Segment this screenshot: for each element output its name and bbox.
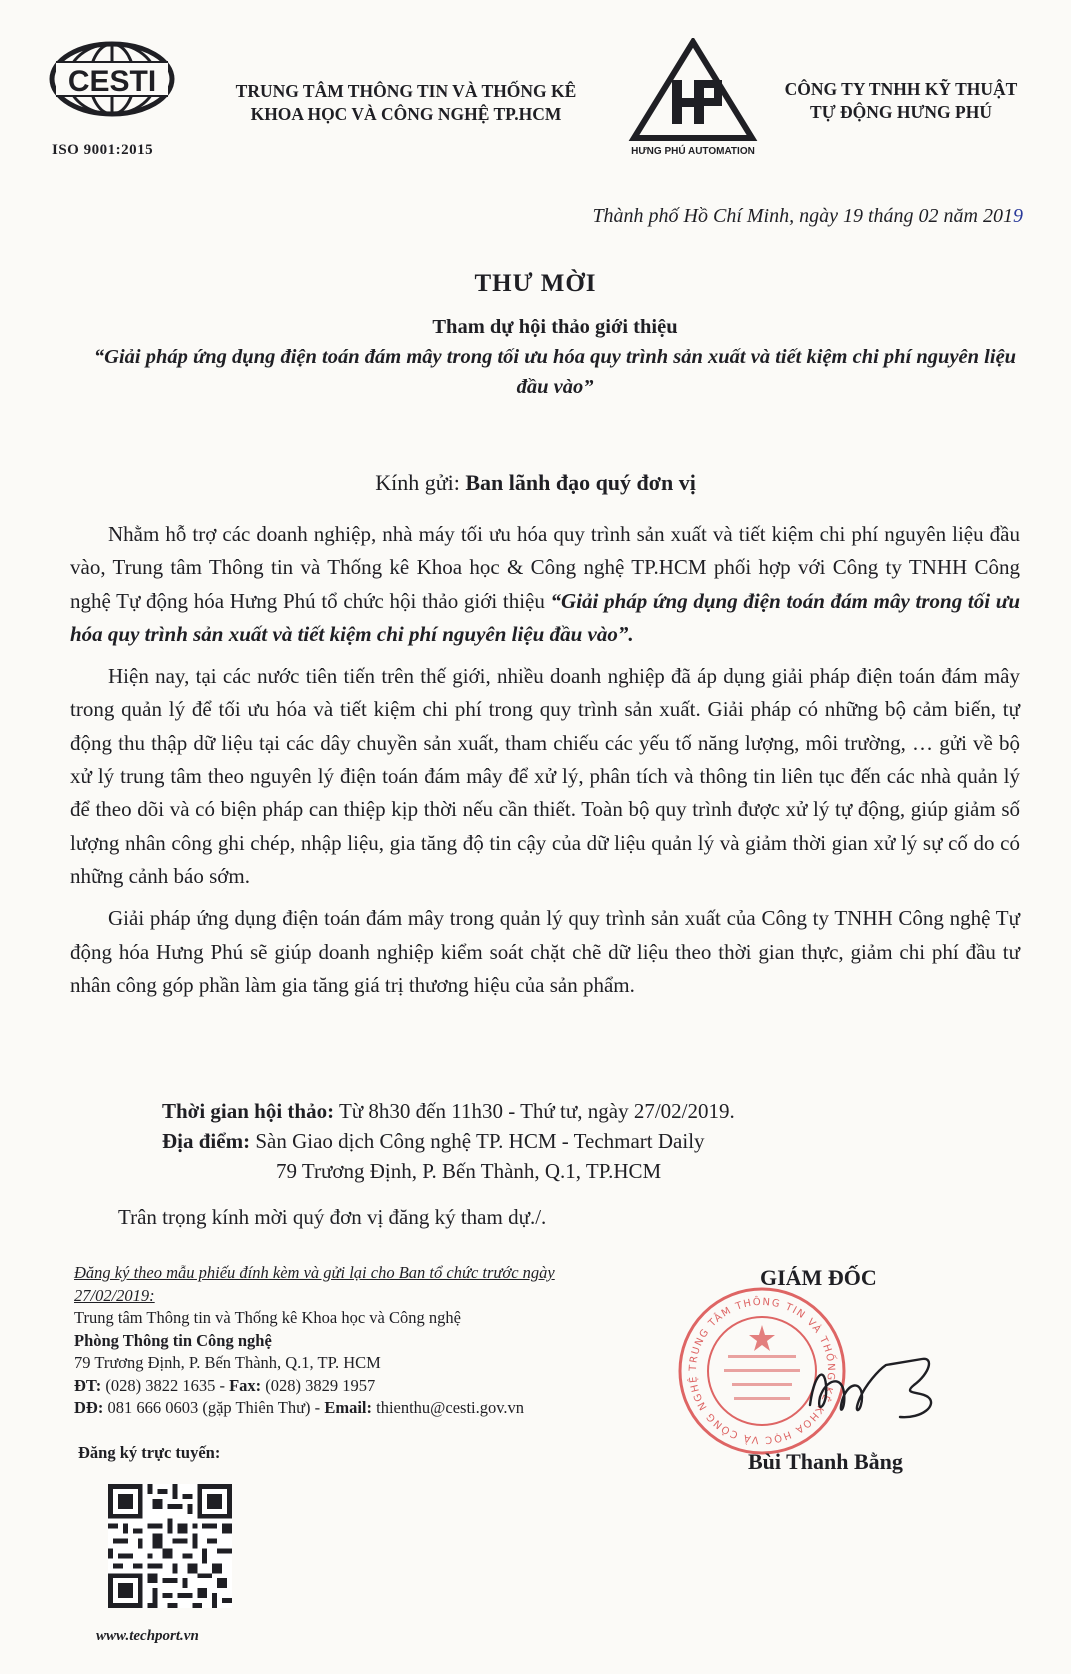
org-right-line1: CÔNG TY TNHH KỸ THUẬT (784, 79, 1018, 99)
paragraph-1-text: Nhằm hỗ trợ các doanh nghiệp, nhà máy tối ưu hóa quy trình sản xuất và tiết kiệm chi phí nguyên liệu đầu vào, Trung tâm Thông tin và Thống kê Khoa học & Công nghệ TP.HCM phối hợp với Công ty TNHH Công nghệ Tự động hóa Hưng Phú tổ chức hội thảo giới thiệu (70, 522, 1020, 613)
svg-text:TRUNG TÂM THÔNG TIN VÀ THỐNG K: TRUNG TÂM THÔNG TIN VÀ THỐNG KÊ KHOA HỌC VÀ CÔNG NGHỆ (687, 1296, 837, 1446)
salutation (0, 470, 1071, 496)
email-value[interactable]: thienthu@cesti.gov.vn (371, 1398, 525, 1417)
event-place (162, 1126, 735, 1156)
org-left-line2: KHOA HỌC VÀ CÔNG NGHỆ TP.HCM (250, 104, 562, 124)
iso-certification: ISO 9001:2015 (52, 142, 154, 158)
date-line (0, 205, 1023, 228)
fax-value: (028) 3829 1957 (261, 1375, 376, 1395)
registration-dept: Phòng Thông tin Công nghệ (74, 1330, 272, 1350)
registration-phone (74, 1375, 634, 1398)
handwritten-signature (802, 1345, 952, 1435)
paragraph-2: Hiện nay, tại các nước tiên tiến trên thế giới, nhiều doanh nghiệp đã áp dụng giải pháp điện toán đám mây trong quản lý để tối ưu hóa và tiết kiệm chi phí trong quy trình sản xuất. Giải pháp có những bộ cảm biến, tự động thu thập dữ liệu tại các dây chuyền sản xuất, tham chiếu các yếu tố năng lượng, môi trường, … gửi về bộ xử lý trung tâm theo nguyên lý điện toán đám mây để xử lý, phân tích và thông tin liên tục đến các nhà quản lý để theo dõi và có biện pháp can thiệp kịp thời nếu cần thiết. Toàn bộ quy trình được xử lý tự động, giúp giảm số lượng nhân công ghi chép, nhập liệu, gia tăng độ tin cậy của dữ liệu quản lý và giảm thời gian xử lý sự cố do có những cảnh báo sớm. (70, 664, 1020, 888)
event-address: 79 Trương Định, P. Bến Thành, Q.1, TP.HCM (276, 1159, 662, 1183)
org-right-line2: TỰ ĐỘNG HƯNG PHÚ (810, 102, 992, 122)
paragraph-1 (70, 518, 1020, 651)
salutation-recipient: Ban lãnh đạo quý đơn vị (465, 470, 696, 495)
registration-mobile (74, 1397, 634, 1420)
cesti-logo (48, 40, 176, 118)
svg-text:CESTI: CESTI (67, 65, 157, 98)
svg-text:HƯNG PHÚ AUTOMATION: HƯNG PHÚ AUTOMATION (631, 146, 755, 157)
mobile-value: 081 666 0603 (gặp Thiên Thư) - (103, 1398, 325, 1417)
fax-label: Fax: (229, 1375, 262, 1395)
paragraph-1-emphasis: “Giải pháp ứng dụng điện toán đám mây trong tối ưu hóa quy trình sản xuất và tiết kiệm chi phí nguyên liệu đầu vào”. (70, 588, 1020, 646)
mobile-label: DĐ: (74, 1398, 104, 1417)
email-label: Email: (324, 1398, 372, 1417)
registration-note: Đăng ký theo mẫu phiếu đính kèm và gửi lại cho Ban tổ chức trước ngày 27/02/2019: (74, 1263, 555, 1305)
event-place-label: Địa điểm: (162, 1129, 251, 1153)
document-title: THƯ MỜI (474, 270, 597, 297)
org-left-line1: TRUNG TÂM THÔNG TIN VÀ THỐNG KÊ (235, 81, 577, 101)
registration-address: 79 Trương Định, P. Bến Thành, Q.1, TP. HCM (74, 1353, 381, 1372)
online-registration-label: Đăng ký trực tuyến: (78, 1443, 221, 1462)
partner-organization (758, 78, 1044, 124)
event-time-value: Từ 8h30 đến 11h30 - Thứ tư, ngày 27/02/2019. (334, 1099, 735, 1123)
closing-line: Trân trọng kính mời quý đơn vị đăng ký tham dự./. (118, 1205, 547, 1229)
hung-phu-logo (628, 38, 758, 158)
letter-body (70, 518, 1020, 1011)
salutation-prefix: Kính gửi: (375, 470, 466, 495)
signatory-title: GIÁM ĐỐC (760, 1265, 877, 1290)
phone-label: ĐT: (74, 1375, 102, 1395)
paragraph-3: Giải pháp ứng dụng điện toán đám mây trong quản lý quy trình sản xuất của Công ty TNHH Công nghệ Tự động hóa Hưng Phú sẽ giúp doanh nghiệp kiểm soát chặt chẽ dữ liệu theo thời gian thực, giảm chi phí đầu tư nhân công góp phần làm gia tăng giá trị thương hiệu của sản phẩm. (70, 906, 1020, 997)
signatory-name: Bùi Thanh Bằng (748, 1449, 903, 1474)
event-details (162, 1096, 735, 1186)
registration-org: Trung tâm Thông tin và Thống kê Khoa học và Công nghệ (74, 1308, 461, 1327)
subtitle-topic: “Giải pháp ứng dụng điện toán đám mây trong tối ưu hóa quy trình sản xuất và tiết kiệm chi phí nguyên liệu đầu vào” (93, 346, 1017, 398)
event-subtitle (80, 312, 1030, 402)
website-link[interactable]: www.techport.vn (96, 1628, 199, 1644)
event-time-label: Thời gian hội thảo: (162, 1099, 335, 1123)
phone-value: (028) 3822 1635 - (101, 1375, 230, 1395)
registration-info (74, 1262, 634, 1420)
date-year-handwritten: 9 (1013, 205, 1023, 227)
date-text: Thành phố Hồ Chí Minh, ngày 19 tháng 02 năm 201 (592, 205, 1013, 227)
subtitle-line1: Tham dự hội thảo giới thiệu (432, 316, 678, 338)
issuing-organization (196, 80, 616, 126)
qr-code[interactable] (108, 1484, 232, 1608)
event-place-value: Sàn Giao dịch Công nghệ TP. HCM - Techmart Daily (250, 1129, 705, 1153)
event-time (162, 1096, 735, 1126)
